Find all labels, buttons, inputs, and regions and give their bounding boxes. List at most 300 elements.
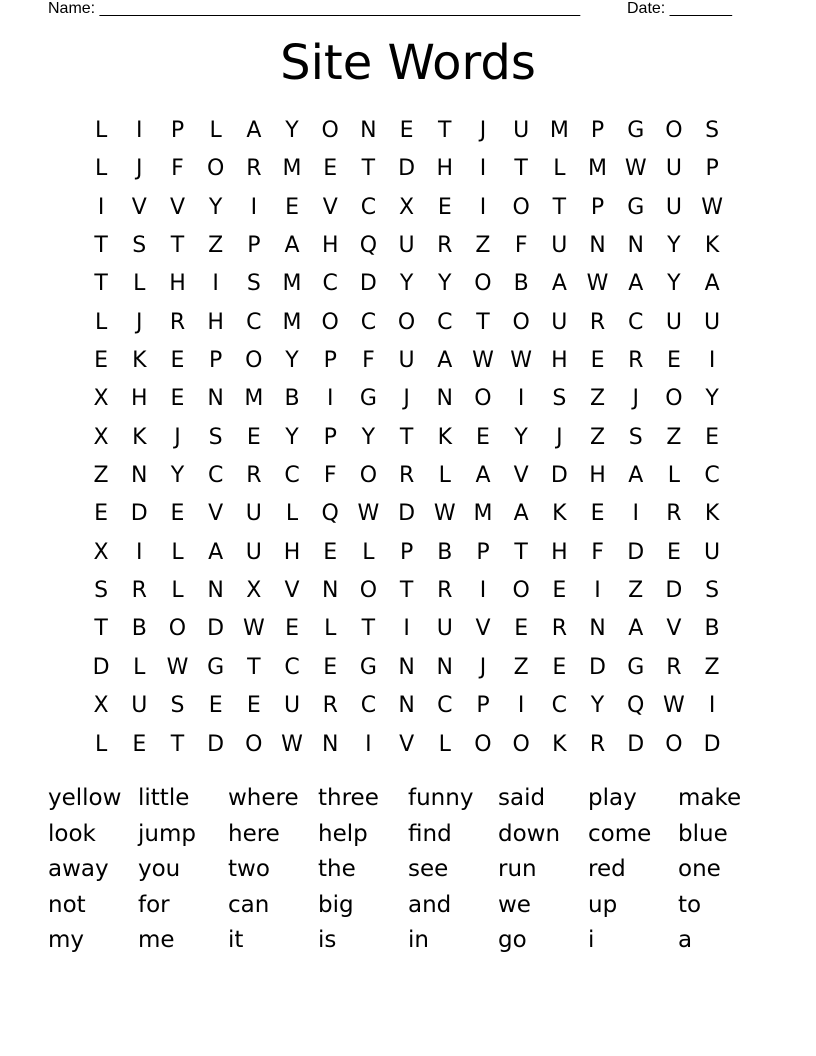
grid-letter[interactable]: E: [552, 578, 567, 604]
word-bank-item: see: [408, 856, 449, 882]
grid-letter[interactable]: D: [589, 654, 606, 680]
grid-letter[interactable]: O: [474, 271, 492, 297]
grid-letter[interactable]: H: [169, 271, 186, 297]
grid-letter[interactable]: A: [551, 271, 567, 297]
grid-letter[interactable]: E: [285, 616, 299, 642]
grid-letter[interactable]: D: [92, 654, 110, 680]
grid-letter[interactable]: Y: [438, 271, 452, 297]
grid-letter[interactable]: I: [403, 616, 410, 642]
grid-letter[interactable]: E: [590, 348, 605, 374]
grid-letter[interactable]: O: [512, 309, 530, 335]
grid-letter[interactable]: Y: [285, 424, 299, 450]
grid-letter[interactable]: U: [245, 501, 262, 527]
grid-letter[interactable]: O: [512, 578, 530, 604]
grid-letter[interactable]: J: [479, 654, 487, 680]
grid-letter[interactable]: S: [132, 233, 147, 259]
grid-letter[interactable]: O: [474, 731, 492, 757]
grid-letter[interactable]: T: [514, 156, 528, 182]
grid-letter[interactable]: C: [246, 309, 262, 335]
grid-letter[interactable]: X: [93, 539, 109, 565]
grid-letter[interactable]: A: [628, 616, 644, 642]
grid-letter[interactable]: S: [552, 386, 567, 412]
grid-letter[interactable]: W: [624, 156, 647, 182]
grid-letter[interactable]: C: [207, 463, 224, 489]
grid-letter[interactable]: L: [553, 156, 566, 182]
grid-letter[interactable]: P: [209, 348, 223, 374]
grid-letter[interactable]: W: [663, 693, 685, 719]
grid-letter[interactable]: Y: [285, 118, 299, 143]
grid-letter[interactable]: N: [398, 693, 415, 719]
grid-letter[interactable]: M: [473, 501, 493, 527]
grid-letter[interactable]: E: [170, 501, 185, 527]
word-bank-item: said: [498, 785, 546, 811]
grid-letter[interactable]: W: [510, 348, 533, 374]
grid-letter[interactable]: H: [551, 348, 568, 374]
grid-letter[interactable]: C: [284, 463, 300, 489]
grid-letter[interactable]: S: [705, 578, 720, 604]
grid-letter[interactable]: F: [591, 539, 604, 565]
grid-letter[interactable]: M: [549, 118, 569, 143]
grid-letter[interactable]: R: [589, 309, 606, 335]
grid-letter[interactable]: C: [322, 271, 338, 297]
grid-letter[interactable]: A: [628, 463, 644, 489]
grid-letter[interactable]: Z: [628, 578, 644, 604]
grid-letter[interactable]: J: [403, 386, 410, 412]
grid-letter[interactable]: J: [479, 118, 487, 143]
grid-letter[interactable]: C: [628, 309, 644, 335]
grid-letter[interactable]: G: [207, 654, 225, 680]
grid-letter[interactable]: M: [588, 156, 608, 182]
grid-letter[interactable]: T: [399, 424, 414, 450]
grid-letter[interactable]: E: [246, 693, 261, 719]
grid-letter[interactable]: T: [361, 156, 376, 182]
grid-letter[interactable]: K: [437, 424, 452, 450]
grid-letter[interactable]: Z: [704, 654, 720, 680]
grid-letter[interactable]: D: [627, 731, 645, 757]
grid-letter[interactable]: A: [628, 271, 644, 297]
grid-letter[interactable]: T: [399, 578, 414, 604]
grid-letter[interactable]: N: [589, 233, 606, 259]
grid-letter[interactable]: L: [171, 539, 184, 565]
grid-letter[interactable]: B: [704, 616, 720, 642]
grid-letter[interactable]: R: [169, 309, 186, 335]
grid-letter[interactable]: I: [97, 194, 105, 220]
grid-letter[interactable]: G: [359, 386, 377, 412]
grid-letter[interactable]: R: [246, 156, 262, 182]
grid-letter[interactable]: B: [284, 386, 300, 412]
grid-letter[interactable]: B: [131, 616, 147, 642]
grid-letter[interactable]: Y: [170, 463, 185, 489]
grid-letter[interactable]: L: [362, 539, 375, 565]
grid-letter[interactable]: U: [245, 539, 262, 565]
grid-letter[interactable]: E: [323, 654, 338, 680]
grid-letter[interactable]: E: [323, 539, 338, 565]
grid-letter[interactable]: E: [323, 156, 338, 182]
grid-letter[interactable]: L: [667, 463, 681, 489]
grid-letter[interactable]: E: [437, 194, 452, 220]
grid-letter[interactable]: S: [628, 424, 643, 450]
grid-letter[interactable]: F: [514, 233, 528, 259]
grid-letter[interactable]: K: [132, 348, 147, 374]
grid-letter[interactable]: J: [632, 386, 639, 412]
grid-letter[interactable]: H: [551, 539, 568, 565]
grid-letter[interactable]: N: [207, 578, 224, 604]
grid-letter[interactable]: K: [552, 731, 567, 757]
grid-letter[interactable]: P: [590, 194, 605, 220]
grid-letter[interactable]: T: [361, 616, 376, 642]
grid-letter[interactable]: T: [94, 271, 108, 297]
grid-letter[interactable]: O: [665, 386, 683, 412]
grid-letter[interactable]: R: [589, 731, 606, 757]
grid-letter[interactable]: N: [589, 616, 606, 642]
grid-letter[interactable]: I: [136, 118, 143, 143]
grid-letter[interactable]: N: [398, 654, 415, 680]
grid-letter[interactable]: N: [627, 233, 644, 259]
grid-letter[interactable]: O: [665, 118, 683, 143]
grid-letter[interactable]: B: [437, 539, 453, 565]
grid-letter[interactable]: D: [398, 156, 416, 182]
grid-letter[interactable]: T: [94, 233, 108, 259]
grid-letter[interactable]: Z: [513, 654, 529, 680]
grid-letter[interactable]: Q: [321, 501, 339, 527]
grid-letter[interactable]: V: [666, 616, 682, 642]
grid-letter[interactable]: C: [360, 194, 377, 220]
grid-letter[interactable]: R: [551, 616, 567, 642]
grid-letter[interactable]: X: [93, 386, 109, 412]
grid-letter[interactable]: W: [586, 271, 609, 297]
grid-letter[interactable]: A: [704, 271, 720, 297]
grid-letter[interactable]: E: [399, 118, 414, 143]
grid-letter[interactable]: Y: [667, 271, 681, 297]
grid-letter[interactable]: Y: [590, 693, 605, 719]
grid-letter[interactable]: B: [513, 271, 529, 297]
grid-letter[interactable]: I: [708, 693, 716, 719]
grid-letter[interactable]: D: [398, 501, 416, 527]
grid-letter[interactable]: N: [321, 731, 339, 757]
word-bank: [48, 781, 768, 961]
grid-letter[interactable]: W: [433, 501, 456, 527]
word-bank-item: play: [588, 785, 637, 811]
grid-letter[interactable]: G: [627, 654, 645, 680]
grid-letter[interactable]: Y: [514, 424, 528, 450]
grid-letter[interactable]: V: [322, 194, 338, 220]
grid-letter[interactable]: E: [132, 731, 147, 757]
grid-letter[interactable]: K: [704, 501, 720, 527]
grid-letter[interactable]: D: [627, 539, 645, 565]
grid-letter[interactable]: O: [397, 309, 416, 335]
grid-letter[interactable]: P: [323, 424, 337, 450]
grid-letter[interactable]: L: [324, 616, 337, 642]
grid-letter[interactable]: T: [514, 539, 528, 565]
grid-letter[interactable]: Y: [667, 233, 681, 259]
grid-letter[interactable]: O: [321, 118, 339, 143]
grid-letter[interactable]: M: [244, 386, 264, 412]
grid-letter[interactable]: E: [514, 616, 529, 642]
grid-letter[interactable]: U: [704, 539, 721, 565]
grid-letter[interactable]: P: [399, 539, 414, 565]
grid-letter[interactable]: U: [704, 309, 721, 335]
grid-letter[interactable]: E: [208, 693, 223, 719]
grid-letter[interactable]: V: [169, 194, 185, 220]
grid-letter[interactable]: U: [665, 309, 682, 335]
grid-letter[interactable]: W: [242, 616, 265, 642]
grid-letter[interactable]: M: [282, 271, 302, 297]
grid-letter[interactable]: I: [250, 194, 258, 220]
grid-letter[interactable]: I: [365, 731, 372, 757]
grid-row: [82, 227, 732, 265]
grid-letter[interactable]: N: [360, 118, 377, 143]
grid-letter[interactable]: U: [551, 309, 568, 335]
grid-letter[interactable]: M: [282, 156, 302, 182]
grid-letter[interactable]: W: [701, 194, 723, 220]
grid-letter[interactable]: U: [551, 233, 568, 259]
grid-letter[interactable]: N: [436, 386, 454, 412]
grid-letter[interactable]: R: [437, 578, 453, 604]
grid-letter[interactable]: I: [479, 194, 487, 220]
grid-letter[interactable]: I: [479, 578, 487, 604]
grid-letter[interactable]: O: [245, 731, 263, 757]
grid-letter[interactable]: D: [130, 501, 148, 527]
grid-letter[interactable]: A: [246, 118, 262, 143]
grid-letter[interactable]: V: [399, 731, 415, 757]
grid-letter[interactable]: M: [282, 309, 302, 335]
grid-letter[interactable]: W: [166, 654, 189, 680]
grid-letter[interactable]: K: [704, 233, 720, 259]
grid-letter[interactable]: E: [246, 424, 261, 450]
grid-letter[interactable]: O: [474, 386, 492, 412]
grid-letter[interactable]: C: [284, 654, 300, 680]
grid-letter[interactable]: Y: [208, 194, 223, 220]
grid-letter[interactable]: W: [472, 348, 494, 374]
grid-letter[interactable]: S: [94, 578, 109, 604]
grid-letter[interactable]: O: [359, 578, 378, 604]
grid-letter[interactable]: U: [665, 194, 682, 220]
grid-letter[interactable]: Y: [361, 424, 376, 450]
grid-letter[interactable]: G: [359, 654, 377, 680]
grid-letter[interactable]: X: [93, 693, 109, 719]
grid-letter[interactable]: L: [94, 309, 108, 335]
grid-letter[interactable]: I: [212, 271, 219, 297]
grid-letter[interactable]: O: [168, 616, 187, 642]
grid-letter[interactable]: C: [437, 309, 453, 335]
grid-letter[interactable]: G: [627, 194, 645, 220]
word-bank-item: not: [48, 891, 86, 918]
grid-letter[interactable]: P: [476, 693, 490, 719]
grid-letter[interactable]: U: [398, 348, 415, 374]
grid-letter[interactable]: E: [285, 194, 299, 220]
grid-letter[interactable]: O: [321, 309, 339, 335]
grid-letter[interactable]: X: [399, 194, 415, 220]
grid-letter[interactable]: I: [517, 693, 525, 719]
grid-letter[interactable]: C: [360, 693, 377, 719]
grid-letter[interactable]: W: [281, 731, 303, 757]
grid-letter[interactable]: H: [321, 233, 339, 259]
grid-letter[interactable]: P: [170, 118, 185, 143]
grid-letter[interactable]: U: [283, 693, 301, 719]
grid-letter[interactable]: N: [436, 654, 454, 680]
grid-letter[interactable]: L: [94, 156, 108, 182]
grid-letter[interactable]: R: [437, 233, 453, 259]
grid-letter[interactable]: J: [556, 424, 563, 450]
grid-letter[interactable]: O: [665, 731, 683, 757]
grid-letter[interactable]: V: [208, 501, 224, 527]
grid-letter[interactable]: I: [708, 348, 716, 374]
grid-letter[interactable]: X: [93, 424, 109, 450]
word-bank-item: little: [138, 785, 190, 811]
grid-letter[interactable]: I: [136, 539, 143, 565]
grid-letter[interactable]: T: [170, 731, 185, 757]
grid-letter[interactable]: A: [513, 501, 529, 527]
grid-letter[interactable]: N: [131, 463, 148, 489]
grid-letter[interactable]: S: [208, 424, 223, 450]
grid-letter[interactable]: T: [438, 118, 452, 143]
grid-letter[interactable]: J: [174, 424, 181, 450]
grid-letter[interactable]: Z: [208, 233, 224, 259]
grid-letter[interactable]: N: [321, 578, 339, 604]
grid-letter[interactable]: D: [703, 731, 721, 757]
grid-letter[interactable]: H: [283, 539, 301, 565]
grid-letter[interactable]: H: [207, 309, 224, 335]
grid-letter[interactable]: A: [475, 463, 491, 489]
grid-letter[interactable]: U: [513, 118, 530, 143]
word-bank-item: red: [588, 856, 626, 882]
grid-letter[interactable]: N: [207, 386, 224, 412]
grid-letter[interactable]: E: [666, 539, 681, 565]
grid-letter[interactable]: H: [589, 463, 606, 489]
grid-letter[interactable]: R: [131, 578, 147, 604]
grid-letter[interactable]: E: [552, 654, 567, 680]
grid-letter[interactable]: L: [209, 118, 222, 143]
grid-letter[interactable]: R: [666, 654, 682, 680]
grid-letter[interactable]: H: [436, 156, 454, 182]
grid-letter[interactable]: L: [133, 654, 146, 680]
word-bank-item: away: [48, 856, 109, 882]
grid-letter[interactable]: L: [94, 731, 108, 757]
grid-letter[interactable]: Q: [627, 693, 645, 719]
grid-letter[interactable]: P: [476, 539, 490, 565]
grid-letter[interactable]: R: [398, 463, 415, 489]
grid-letter[interactable]: V: [475, 616, 491, 642]
grid-letter[interactable]: D: [359, 271, 377, 297]
grid-letter[interactable]: A: [284, 233, 300, 259]
grid-letter[interactable]: U: [436, 616, 453, 642]
grid-letter[interactable]: T: [170, 233, 185, 259]
grid-letter[interactable]: P: [705, 156, 719, 182]
grid-letter[interactable]: Z: [666, 424, 682, 450]
grid-letter[interactable]: P: [323, 348, 337, 374]
grid-letter[interactable]: P: [590, 118, 605, 143]
grid-letter[interactable]: J: [136, 156, 143, 182]
grid-letter[interactable]: F: [362, 348, 375, 374]
grid-letter[interactable]: Q: [359, 233, 378, 259]
grid-letter[interactable]: E: [666, 348, 681, 374]
grid-letter[interactable]: L: [438, 731, 451, 757]
grid-letter[interactable]: U: [131, 693, 148, 719]
grid-letter[interactable]: R: [322, 693, 338, 719]
grid-letter[interactable]: I: [517, 386, 525, 412]
grid-letter[interactable]: Z: [475, 233, 491, 259]
grid-letter[interactable]: Z: [589, 424, 606, 450]
grid-letter[interactable]: Z: [93, 463, 109, 489]
grid-letter[interactable]: R: [246, 463, 262, 489]
grid-letter[interactable]: V: [284, 578, 300, 604]
grid-letter[interactable]: U: [398, 233, 415, 259]
grid-letter[interactable]: T: [552, 194, 567, 220]
grid-letter[interactable]: K: [132, 424, 147, 450]
grid-letter[interactable]: A: [437, 348, 453, 374]
grid-letter[interactable]: D: [207, 731, 225, 757]
grid-letter[interactable]: I: [479, 156, 487, 182]
word-bank-row: [48, 781, 768, 817]
grid-letter[interactable]: O: [359, 463, 378, 489]
grid-letter[interactable]: U: [665, 156, 682, 182]
grid-letter[interactable]: T: [94, 616, 108, 642]
grid-letter[interactable]: E: [590, 501, 605, 527]
grid-letter[interactable]: C: [704, 463, 720, 489]
grid-letter[interactable]: S: [246, 271, 261, 297]
grid-letter[interactable]: R: [666, 501, 682, 527]
grid-letter[interactable]: E: [94, 501, 109, 527]
grid-letter[interactable]: T: [247, 654, 261, 680]
grid-letter[interactable]: Y: [399, 271, 414, 297]
grid-letter[interactable]: F: [323, 463, 337, 489]
grid-letter[interactable]: V: [513, 463, 529, 489]
grid-letter[interactable]: L: [285, 501, 299, 527]
grid-letter[interactable]: L: [438, 463, 451, 489]
word-bank-item: my: [48, 927, 85, 953]
grid-letter[interactable]: J: [136, 309, 143, 335]
grid-letter[interactable]: C: [437, 693, 453, 719]
grid-letter[interactable]: E: [170, 386, 185, 412]
grid-letter[interactable]: L: [133, 271, 146, 297]
grid-letter[interactable]: A: [208, 539, 224, 565]
grid-letter[interactable]: D: [665, 578, 683, 604]
grid-letter[interactable]: O: [245, 348, 263, 374]
grid-letter[interactable]: X: [246, 578, 262, 604]
grid-letter[interactable]: R: [628, 348, 644, 374]
grid-letter[interactable]: G: [627, 118, 645, 143]
grid-letter[interactable]: E: [170, 348, 185, 374]
grid-letter[interactable]: L: [171, 578, 184, 604]
grid-letter[interactable]: E: [476, 424, 490, 450]
grid-letter[interactable]: I: [326, 386, 334, 412]
grid-letter[interactable]: I: [594, 578, 601, 604]
grid-letter[interactable]: O: [512, 194, 530, 220]
grid-letter[interactable]: T: [476, 309, 490, 335]
grid-letter[interactable]: H: [131, 386, 148, 412]
grid-letter[interactable]: C: [360, 309, 377, 335]
grid-letter[interactable]: S: [705, 118, 720, 143]
grid-letter[interactable]: D: [550, 463, 568, 489]
grid-letter[interactable]: K: [552, 501, 567, 527]
grid-letter[interactable]: F: [171, 156, 184, 182]
grid-letter[interactable]: O: [206, 156, 225, 182]
grid-letter[interactable]: W: [357, 501, 380, 527]
grid-letter[interactable]: P: [247, 233, 261, 259]
grid-letter[interactable]: Y: [705, 386, 719, 412]
grid-letter[interactable]: Z: [589, 386, 606, 412]
grid-letter[interactable]: I: [632, 501, 639, 527]
grid-letter[interactable]: O: [512, 731, 530, 757]
grid-letter[interactable]: E: [705, 424, 720, 450]
grid-letter[interactable]: S: [170, 693, 185, 719]
grid-letter[interactable]: C: [551, 693, 568, 719]
grid-letter[interactable]: D: [207, 616, 225, 642]
grid-letter[interactable]: V: [131, 194, 147, 220]
grid-letter[interactable]: E: [94, 348, 109, 374]
grid-letter[interactable]: L: [94, 118, 108, 143]
grid-letter[interactable]: Y: [285, 348, 299, 374]
